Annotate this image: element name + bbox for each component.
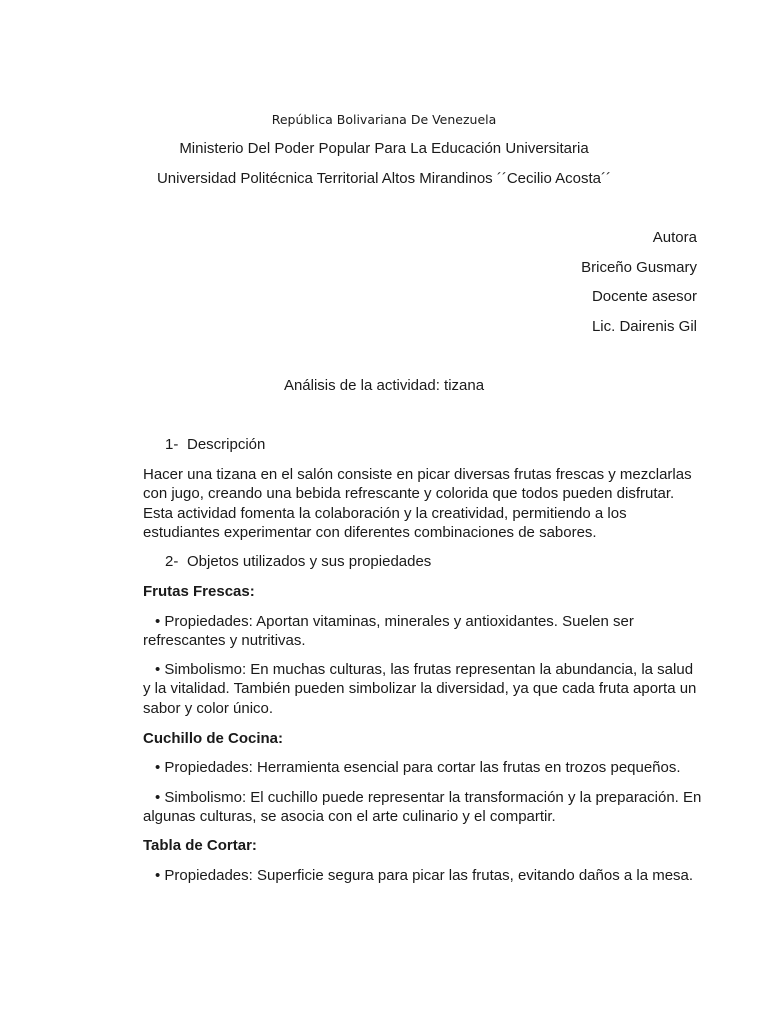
advisor-name: Lic. Dairenis Gil: [591, 318, 697, 335]
header-republic: República Bolivariana De Venezuela: [271, 112, 497, 127]
author-label: Autora: [652, 229, 697, 246]
header-ministry: Ministerio Del Poder Popular Para La Educación Universitaria: [179, 140, 589, 157]
section-1-body: Hacer una tizana en el salón consiste en picar diversas frutas frescas y mezclarlas con jugo, creando una bebida refrescante y colorida que todos pueden disfrutar. Esta actividad fomenta la colaboración y la creatividad, permitiendo a los estudiantes experimentar con diferentes combinaciones de sabores.: [143, 466, 692, 541]
item-frutas-properties: • Propiedades: Aportan vitaminas, minerales y antioxidantes. Suelen ser refrescantes y nutritivas.: [143, 613, 634, 650]
section-2-title: Objetos utilizados y sus propiedades: [187, 553, 432, 570]
advisor-label: Docente asesor: [591, 288, 697, 305]
section-1-number: 1-: [165, 436, 179, 453]
item-title-frutas: Frutas Frescas:: [143, 583, 255, 600]
author-name: Briceño Gusmary: [581, 259, 697, 276]
item-cuchillo-properties: • Propiedades: Herramienta esencial para cortar las frutas en trozos pequeños.: [155, 759, 681, 776]
section-2-heading: [165, 552, 431, 571]
section-1-heading: [165, 435, 265, 454]
section-1-title: Descripción: [187, 436, 266, 453]
item-title-tabla: Tabla de Cortar:: [143, 837, 257, 854]
item-cuchillo-symbolism: • Simbolismo: El cuchillo puede representar la transformación y la preparación. En algunas culturas, se asocia con el arte culinario y el compartir.: [143, 789, 702, 826]
item-frutas-symbolism: • Simbolismo: En muchas culturas, las frutas representan la abundancia, la salud y la vitalidad. También pueden simbolizar la diversidad, ya que cada fruta aporta un sabor y color único.: [143, 661, 697, 717]
item-title-cuchillo: Cuchillo de Cocina:: [143, 730, 284, 747]
header-university: Universidad Politécnica Territorial Altos Mirandinos ´´Cecilio Acosta´´: [156, 170, 612, 187]
section-2-number: 2-: [165, 553, 179, 570]
document-title: Análisis de la actividad: tizana: [283, 377, 485, 394]
item-tabla-properties: • Propiedades: Superficie segura para picar las frutas, evitando daños a la mesa.: [155, 867, 694, 884]
